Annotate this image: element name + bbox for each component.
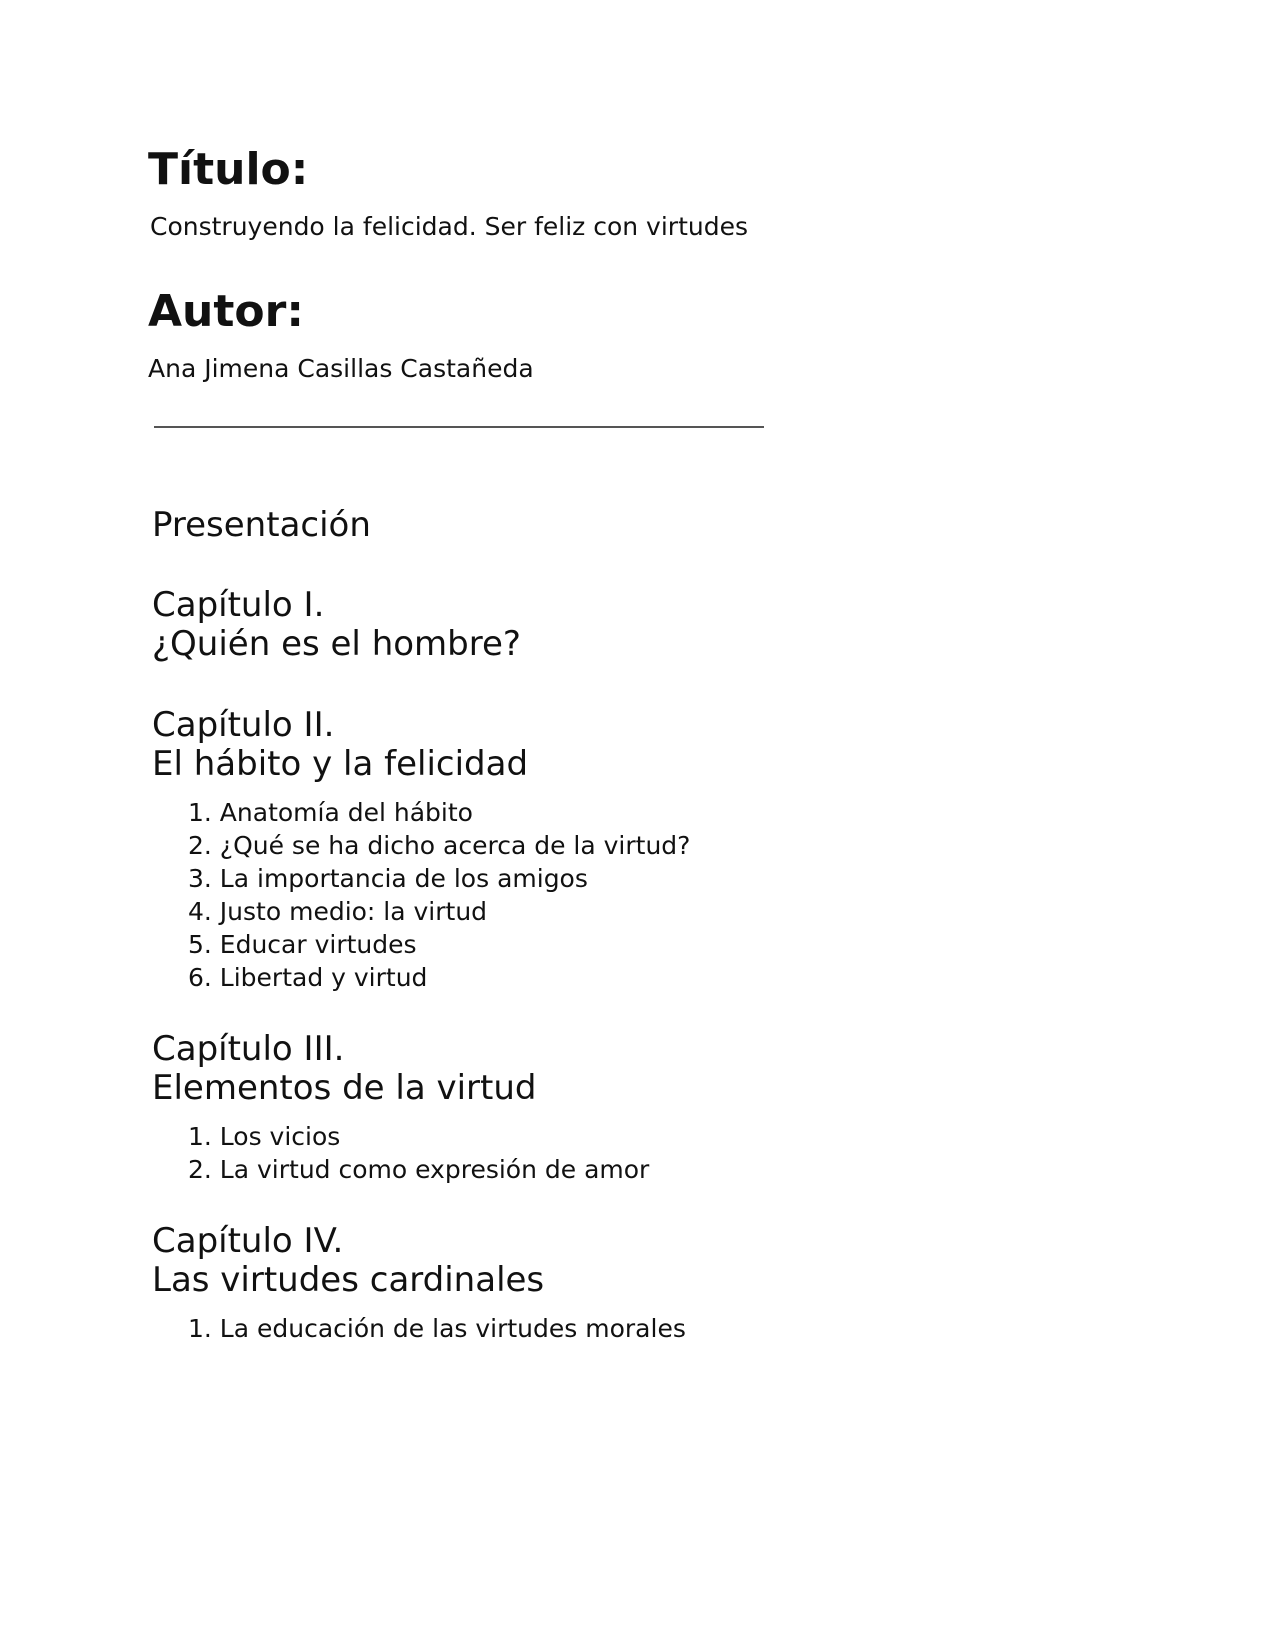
chapter-sections xyxy=(152,796,1052,994)
chapter-title: ¿Quién es el hombre? xyxy=(152,624,521,664)
toc-chapter-3 xyxy=(152,1030,1052,1186)
author-value: Ana Jimena Casillas Castañeda xyxy=(148,354,534,383)
toc-chapter-4 xyxy=(152,1222,1052,1345)
section-item: 1. La educación de las virtudes morales xyxy=(188,1314,686,1343)
section-item: 3. La importancia de los amigos xyxy=(188,864,588,893)
table-of-contents xyxy=(152,506,1052,1345)
toc-chapter-1 xyxy=(152,586,1052,664)
author-label: Autor: xyxy=(148,286,304,337)
divider-line xyxy=(154,426,764,428)
title-value: Construyendo la felicidad. Ser feliz con virtudes xyxy=(150,212,748,241)
section-item: 2. La virtud como expresión de amor xyxy=(188,1155,650,1184)
chapter-number: Capítulo III. xyxy=(152,1029,345,1069)
chapter-number: Capítulo IV. xyxy=(152,1221,344,1261)
section-item: 5. Educar virtudes xyxy=(188,930,417,959)
section-item: 1. Los vicios xyxy=(188,1122,341,1151)
toc-presentation: Presentación xyxy=(152,505,371,545)
chapter-title: Elementos de la virtud xyxy=(152,1068,537,1108)
section-item: 6. Libertad y virtud xyxy=(188,963,428,992)
section-item: 2. ¿Qué se ha dicho acerca de la virtud? xyxy=(188,831,691,860)
toc-chapter-2 xyxy=(152,706,1052,994)
section-item: 4. Justo medio: la virtud xyxy=(188,897,488,926)
section-item: 1. Anatomía del hábito xyxy=(188,798,473,827)
chapter-title: Las virtudes cardinales xyxy=(152,1260,545,1300)
chapter-sections xyxy=(152,1120,1052,1186)
title-label: Título: xyxy=(148,144,309,195)
chapter-sections xyxy=(152,1312,1052,1345)
chapter-number: Capítulo I. xyxy=(152,585,325,625)
chapter-title: El hábito y la felicidad xyxy=(152,744,529,784)
chapter-number: Capítulo II. xyxy=(152,705,335,745)
